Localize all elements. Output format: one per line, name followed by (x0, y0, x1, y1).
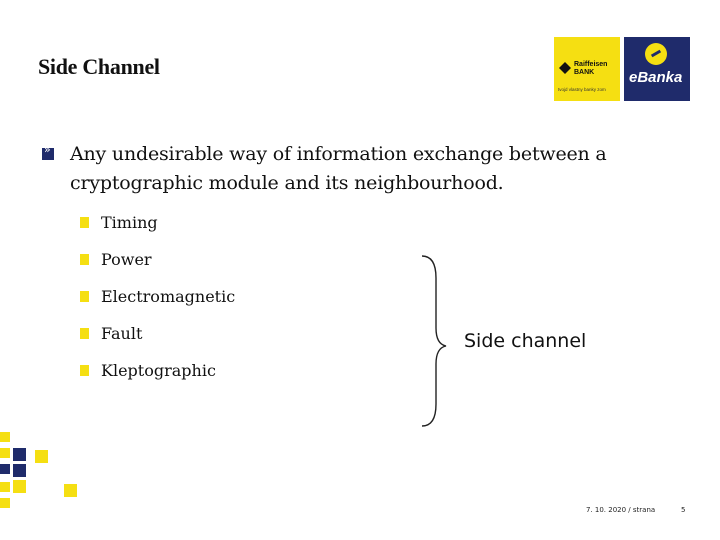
sub-bullet-text: Electromagnetic (101, 287, 236, 306)
main-bullet (42, 140, 622, 198)
sub-bullet-list (80, 204, 622, 389)
square-bullet-icon (80, 328, 89, 339)
slide-title: Side Channel (38, 54, 160, 79)
square-bullet-icon (80, 217, 89, 228)
double-chevron-bullet-icon (42, 148, 54, 160)
raiffeisen-name-line2: BANK (574, 69, 595, 76)
bank-logos (554, 37, 690, 101)
square-bullet-icon (80, 365, 89, 376)
footer-date: 7. 10. 2020 / strana (586, 506, 656, 514)
main-bullet-text: Any undesirable way of information exchange between a cryptographic module and its neighbourhood. (70, 143, 607, 194)
sub-bullet-item (80, 204, 622, 241)
raiffeisen-gable-icon (559, 62, 571, 74)
raiffeisen-name (574, 61, 607, 77)
ebanka-name: eBanka (629, 69, 683, 86)
page-number: 5 (681, 506, 686, 514)
sub-bullet-item (80, 352, 622, 389)
sub-bullet-item (80, 278, 622, 315)
ebanka-logo (624, 37, 690, 101)
sub-bullet-text: Kleptographic (101, 361, 216, 380)
right-brace-icon (414, 252, 454, 430)
raiffeisen-tagline: tvojd vlastny banky zom (558, 87, 606, 92)
sub-bullet-text: Power (101, 250, 152, 269)
decorative-squares (0, 432, 80, 512)
sub-bullet-text: Timing (101, 213, 158, 232)
sub-bullet-text: Fault (101, 324, 143, 343)
raiffeisen-name-line1: Raiffeisen (574, 61, 608, 68)
raiffeisen-logo (554, 37, 620, 101)
ebanka-circle-icon (645, 43, 667, 65)
side-channel-label: Side channel (464, 330, 587, 352)
sub-bullet-item (80, 241, 622, 278)
square-bullet-icon (80, 291, 89, 302)
square-bullet-icon (80, 254, 89, 265)
